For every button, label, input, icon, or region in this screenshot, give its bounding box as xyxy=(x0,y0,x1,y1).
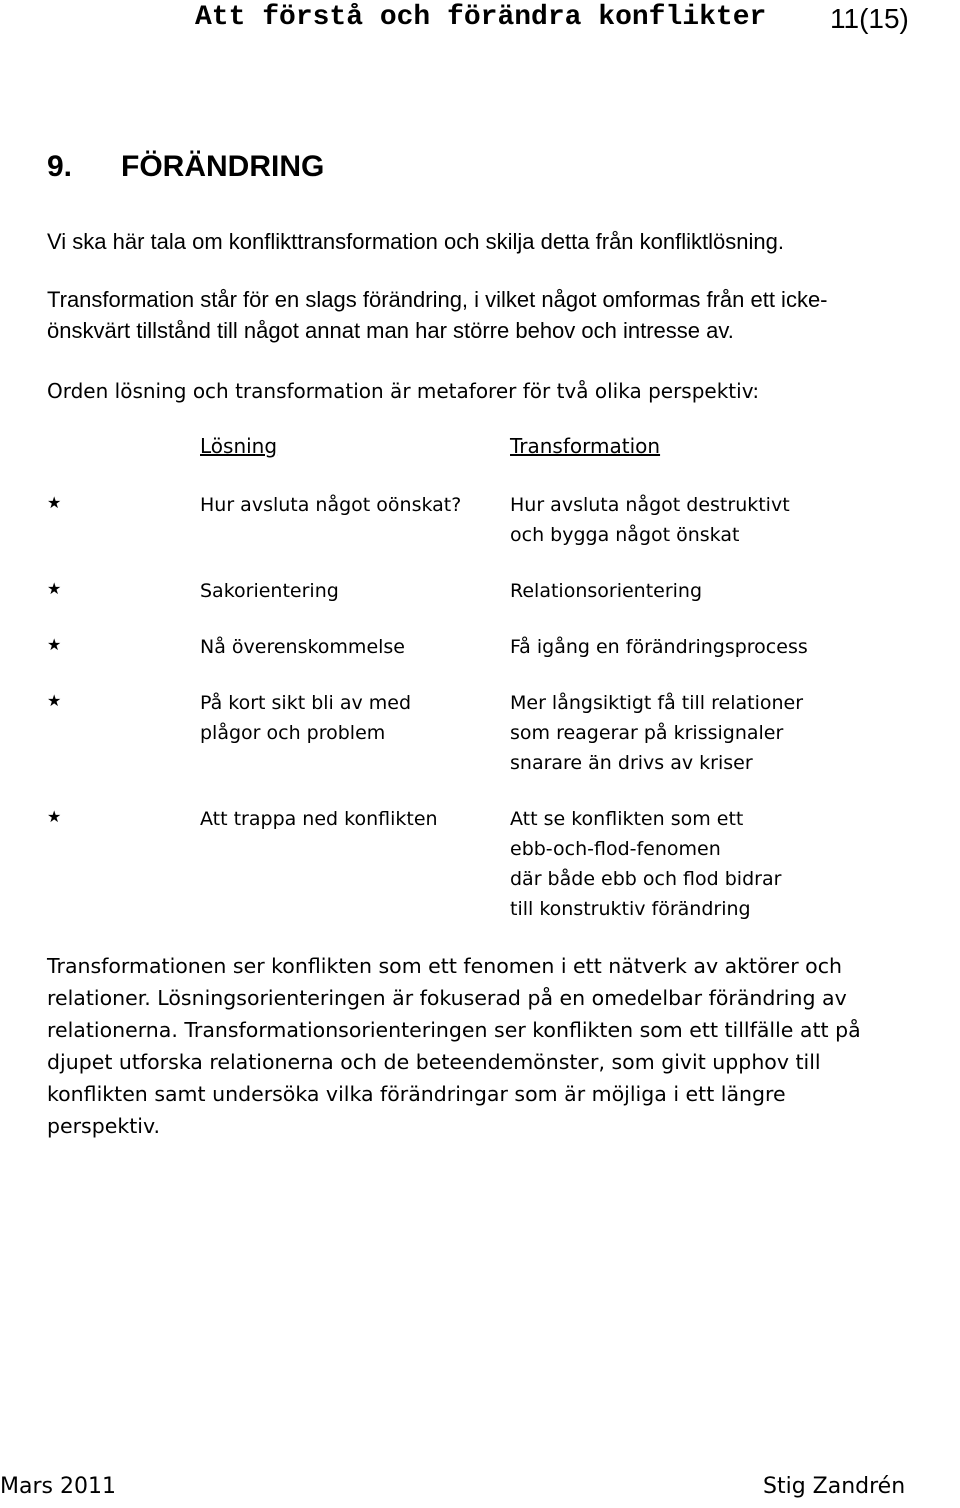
intro-paragraph-2-line-1: Transformation står för en slags förändring, i vilket något omformas från ett icke- xyxy=(47,287,828,312)
star-bullet-icon: ★ xyxy=(47,635,62,654)
footer-author: Stig Zandrén xyxy=(763,1474,906,1499)
intro-paragraph-1: Vi ska här tala om konflikttransformation och skilja detta från konfliktlösning. xyxy=(47,229,784,254)
page-header xyxy=(0,0,960,40)
metaphor-sentence: Orden lösning och transformation är metaforer för två olika perspektiv: xyxy=(47,379,760,403)
star-bullet-icon: ★ xyxy=(47,579,62,598)
transformation-cell: Relationsorientering xyxy=(510,580,703,602)
star-bullet-icon: ★ xyxy=(47,493,62,512)
transformation-cell: Hur avsluta något destruktivt och bygga något önskat xyxy=(510,494,790,546)
section-title: FÖRÄNDRING xyxy=(121,150,325,183)
transformation-cell: Få igång en förändringsprocess xyxy=(510,636,808,658)
column-header-transformation: Transformation xyxy=(510,434,661,458)
star-bullet-icon: ★ xyxy=(47,691,62,710)
losning-cell: Sakorientering xyxy=(200,580,339,602)
section-heading xyxy=(47,150,324,184)
star-bullet-icon: ★ xyxy=(47,807,62,826)
losning-cell: Att trappa ned konflikten xyxy=(200,808,438,830)
intro-paragraph-2-line-2: önskvärt tillstånd till något annat man har större behov och intresse av. xyxy=(47,318,734,343)
document-title: Att förstå och förändra konflikter xyxy=(195,2,767,33)
transformation-cell: Att se konflikten som ett ebb-och-flod-fenomen där både ebb och flod bidrar till konstruktiv förändring xyxy=(510,808,782,920)
column-header-losning: Lösning xyxy=(200,434,278,458)
transformation-cell: Mer långsiktigt få till relationer som reagerar på krissignaler snarare än drivs av kriser xyxy=(510,692,804,774)
footer-date: Mars 2011 xyxy=(0,1474,116,1499)
section-number: 9. xyxy=(47,150,73,183)
summary-paragraph: Transformationen ser konflikten som ett fenomen i ett nätverk av aktörer och relationer. Lösningsorienteringen är fokuserad på en omedelbar förändring av relationerna. Transformationsorienteringen ser konflikten som ett tillfälle att på djupet utforska relationerna och de beteendemönster, som givit upphov till konflikten samt undersöka vilka förändringar som är möjliga i ett längre perspektiv. xyxy=(47,954,861,1138)
page-number: 11(15) xyxy=(830,3,909,34)
losning-cell: Nå överenskommelse xyxy=(200,636,406,658)
losning-cell: På kort sikt bli av med plågor och problem xyxy=(200,692,412,744)
losning-cell: Hur avsluta något oönskat? xyxy=(200,494,462,516)
